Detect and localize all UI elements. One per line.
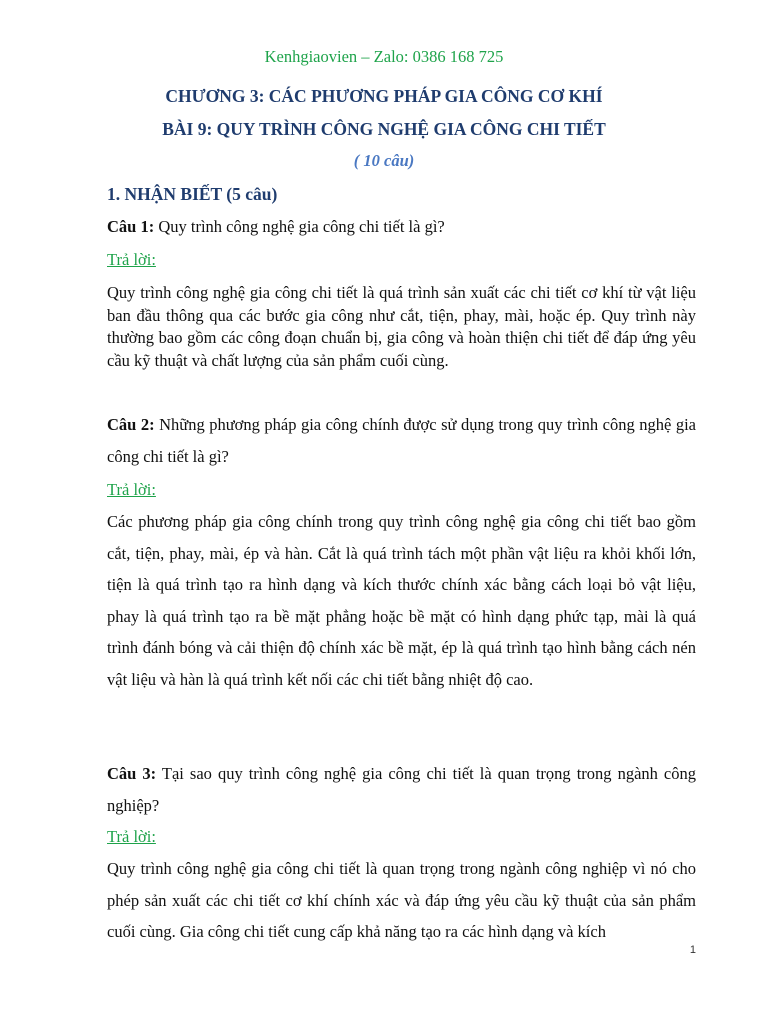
lesson-title: BÀI 9: QUY TRÌNH CÔNG NGHỆ GIA CÔNG CHI TIẾT [162, 119, 606, 139]
header-brand: Kenhgiaovien – Zalo: 0386 168 725 [264, 47, 504, 66]
question-3-label: Câu 3: [107, 764, 157, 783]
question-1 [107, 216, 696, 239]
section-heading: 1. NHẬN BIẾT (5 câu) [107, 184, 278, 204]
question-1-label: Câu 1: [107, 217, 155, 236]
chapter-title: CHƯƠNG 3: CÁC PHƯƠNG PHÁP GIA CÔNG CƠ KHÍ [165, 86, 603, 106]
question-2-label: Câu 2: [107, 415, 155, 434]
answer-1-label: Trả lời: [107, 250, 156, 269]
question-count: ( 10 câu) [353, 151, 415, 170]
question-3-text: Tại sao quy trình công nghệ gia công chi tiết là quan trọng trong ngành công nghiệp? [107, 764, 697, 815]
question-2 [107, 409, 696, 472]
question-2-text: Những phương pháp gia công chính được sử dụng trong quy trình công nghệ gia công chi tiết là gì? [107, 415, 696, 466]
answer-3-text: Quy trình công nghệ gia công chi tiết là quan trọng trong ngành công nghiệp vì nó cho phép sản xuất các chi tiết cơ khí chính xác và đáp ứng yêu cầu kỹ thuật của sản phẩm cuối cùng. Gia công chi tiết cung cấp khả năng tạo ra các hình dạng và kích [107, 859, 696, 941]
question-3 [107, 758, 696, 821]
answer-2-text: Các phương pháp gia công chính trong quy trình công nghệ gia công chi tiết bao gồm cắt, tiện, phay, mài, ép và hàn. Cắt là quá trình tách một phần vật liệu ra khỏi khối lớn, tiện là quá trình tạo ra hình dạng và kích thước chính xác bằng cách loại bỏ vật liệu, phay là quá trình tạo ra bề mặt phẳng hoặc bề mặt có hình dạng phức tạp, mài là quá trình đánh bóng và cải thiện độ chính xác bề mặt, ép là quá trình tạo hình bằng cách nén vật liệu và hàn là quá trình kết nối các chi tiết bằng nhiệt độ cao. [107, 512, 696, 689]
answer-2-label: Trả lời: [107, 480, 156, 499]
answer-3-label: Trả lời: [107, 827, 156, 846]
answer-1-text: Quy trình công nghệ gia công chi tiết là quá trình sản xuất các chi tiết cơ khí từ vật liệu ban đầu thông qua các bước gia công như cắt, tiện, phay, mài, hoặc ép. Quy trình này thường bao gồm các công đoạn chuẩn bị, gia công và hoàn thiện chi tiết để đáp ứng yêu cầu kỹ thuật và chất lượng của sản phẩm cuối cùng. [107, 283, 696, 370]
page-number: 1 [689, 944, 696, 956]
question-1-text: Quy trình công nghệ gia công chi tiết là gì? [154, 217, 445, 236]
